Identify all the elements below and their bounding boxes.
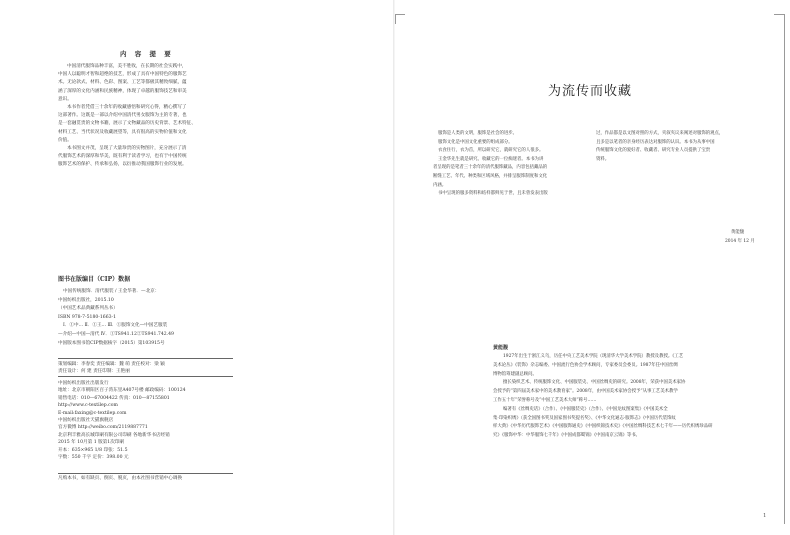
author-name: 黄能馥 — [493, 345, 509, 351]
cip-line: Ⅰ．①中… Ⅱ．①王… Ⅲ．①服饰文化—中国艺服装 — [63, 323, 168, 329]
preface-line: 书中呈现的服多资料和结样都鲜见于世，且未曾发表出版 — [438, 191, 548, 197]
bio-line: 样大典》《中华历代服饰艺术》《中国服饰通史》《中国织锦技术史》《中国丝绸科技艺术七千年——历代织绣珍品研 — [493, 424, 713, 430]
cip-line: —介绍—中国—清代 Ⅳ．①TS941.12②TS941.742.49 — [58, 332, 174, 337]
summary-line: 材料工艺、当代状况及收藏展望等，具有很高的实物价值和文化 — [58, 129, 187, 135]
summary-line: 本书图文并茂，呈现了大量珍贵的实物图片，充分展示了清 — [67, 146, 187, 151]
preface-line: 断缝工艺、年代、种类和区域风格，并排呈服饰制度和文化 — [433, 174, 548, 179]
bio-line: 博物馆筹建副总顾问。 — [493, 371, 537, 377]
summary-line: 服饰艺术的保护、传承和弘扬，以衍推动我国服饰行业的发展。 — [58, 162, 187, 168]
credit-line: 责任设计：何 建 责任印制：王艳丽 — [58, 369, 130, 374]
publisher-line: 地址：北京市朝阳区百子湾东里A407号楼 邮政编码：100124 — [58, 388, 186, 394]
page-edge-line — [784, 14, 785, 524]
preface-line: 传统服饰文化的爱好者、收藏者、研究专业人员提供了宝贵 — [596, 148, 711, 154]
publisher-line: 官方微博 http://weibo.com/2119887771 — [58, 425, 148, 431]
publisher-line: 中国纺织出版社出版发行 — [58, 381, 109, 386]
preface-line: 过，作品都是以文图对照的方式，夹叙夹议来阐述对服饰的观点， — [596, 131, 724, 136]
signature-date: 2014 年 12 月 — [725, 239, 755, 244]
bio-line: 究》《服饰中华：中华服饰七千年》《中国成都蜀锦》《中国南京云锦》等书。 — [493, 433, 641, 439]
cip-line: 中国纺织出版社，2015.10 — [58, 297, 114, 303]
bio-line: 集·印染织绣》（获全国图书奖及国家图书奖提名奖）、《中华文化通志·服饰志》《中国历代装饰纹 — [493, 415, 676, 421]
summary-line: 这部著作。这既是一部以介绍中国清代男女服饰为主的专著，也 — [58, 113, 187, 119]
publisher-line: 字数：550 千字 定价：398.00 元 — [58, 455, 129, 460]
summary-line: 术。无论款式、材料、色彩、图案、工艺等都极其精致细腻，蕴 — [58, 80, 187, 86]
crop-mark — [395, 14, 405, 15]
cip-line: ISBN 978-7-5180-1663-1 — [58, 314, 117, 320]
preface-line: 且多是以笔者的亲身经历表达对服饰的认识。本书为从事中国 — [596, 139, 715, 145]
credit-rule-top — [58, 358, 233, 359]
publisher-line: 开本：635×965 1/8 印张：51.5 — [58, 447, 128, 453]
preface-title: 为流传而收藏 — [548, 84, 633, 99]
cip-line: 中国传统服饰．清代服装 / 王金华著．—北京： — [63, 289, 160, 294]
footer-note: 凡购本书，如有缺页、倒页、脱页，由本社图书营销中心调换 — [58, 476, 183, 481]
publisher-line: http://www.c-textilep.com — [58, 403, 118, 409]
cip-line: 中国版本图书馆CIP数据核字（2015）第103915号 — [58, 340, 165, 346]
summary-heading: 内 容 提 要 — [120, 50, 174, 58]
summary-line: 意识。 — [58, 96, 72, 102]
cip-title: 图书在版编目（CIP）数据 — [58, 276, 131, 283]
bio-line: 1927年出生于浙江义乌，历任中央工艺美术学院（现清华大学美术学院）教授及教授。《工艺 — [503, 354, 684, 359]
preface-line: 者呈现的是笔者三十余年的清代服饰藏品，内容包括藏品的 — [433, 165, 548, 171]
summary-line: 价值。 — [58, 137, 72, 143]
right-page — [395, 0, 790, 535]
credit-rule-bottom — [58, 376, 233, 377]
publisher-line: 中国纺织出版社天猫旗舰店 — [58, 418, 114, 423]
summary-line: 中国人以聪明才智和超绝的技艺，形成了具有中国特色的服饰艺 — [58, 72, 187, 78]
summary-line: 代服饰艺术的深厚和华美，既有利于读者学习，也有于中国传统 — [58, 154, 187, 160]
bio-line: 编著有《丝绸史话》（合作）、《中国服装史》（合作）、《中国龙纹图案集》《中国美术全 — [503, 406, 668, 412]
cip-line: （中国艺术品典藏系列丛书） — [58, 306, 118, 312]
credit-line: 策划编辑：李春奕 责任编辑：魏 萌 责任校对：梁 颖 — [58, 362, 165, 367]
summary-line: 本书作者凭借三十余年的收藏感悟和研究心得，精心撰写了 — [67, 105, 187, 110]
bio-line: 工作五十年”荣誉称号及“中国工艺美术大师”称号…… — [493, 398, 597, 403]
publisher-line: 销售电话：010—67004422 传真：010—87155801 — [58, 395, 170, 401]
crop-mark — [395, 14, 396, 24]
preface-line: 衣食住行，衣为首，所以研究它，就研究它的人很多。 — [438, 148, 544, 154]
publisher-line: 2015 年 10月第 1 版第1次印刷 — [58, 440, 124, 446]
bio-line: 美术论丛》《装饰》杂志编委、中国流行色协会学术顾问，专家委员会委员。1987年任中国丝绸 — [493, 362, 678, 368]
bio-line: 会授予的“第四届美术家中的美术教育家”。2008年，由中国美术家协会授予“从事工艺美术教学 — [493, 389, 678, 395]
preface-line: 内涵。 — [433, 182, 447, 188]
bio-line: 擅长染织艺术、传统服饰文化、中国服装史、中国丝绸史的研究。2008年，荣获中国美术家协 — [503, 380, 686, 386]
summary-line: 涵了深厚的文化内涵和民族精神，体现了卓越的服饰技艺和审美 — [58, 88, 187, 94]
page-number: 1 — [763, 513, 767, 519]
preface-line: 资料。 — [596, 156, 610, 162]
crop-mark — [774, 14, 784, 15]
preface-line: 王金华先生就是研究、收藏它的一位痴迷者。本书为讲 — [438, 156, 544, 162]
summary-line: 是一套融贯贵的文物书籍，展示了文物藏品的历史背景、艺术特征、 — [58, 121, 196, 127]
publisher-line: 北京利丰雅高长城印刷有限公司印刷 各地新华书店经销 — [58, 432, 170, 438]
publisher-line: E-mail:faxing@c-textilep.com — [58, 410, 127, 416]
summary-line: 中国清代服饰品种丰富，美不胜收，在长期的社会实践中， — [67, 64, 187, 69]
preface-line: 服饰文化是中国文化重要的组成部分。 — [438, 139, 513, 145]
signature-name: 黄能馥 — [731, 230, 745, 235]
footer-rule — [58, 473, 233, 474]
preface-line: 服饰是人类的文明，服饰是社会的进步。 — [438, 131, 518, 136]
